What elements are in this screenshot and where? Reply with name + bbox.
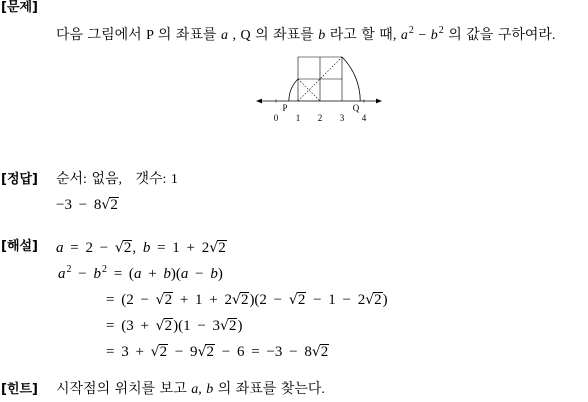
tick-label: 0 bbox=[273, 113, 279, 123]
math-text: )(2 − bbox=[249, 292, 289, 308]
square-root-expression bbox=[151, 344, 168, 360]
math-variable: b bbox=[142, 240, 151, 256]
radicand: 2 bbox=[374, 292, 382, 308]
math-variable: b bbox=[430, 28, 438, 43]
square-root-expression bbox=[365, 292, 382, 308]
radical-sign: √ bbox=[288, 292, 298, 308]
math-variable: b bbox=[93, 266, 101, 282]
radicand: 2 bbox=[228, 318, 237, 334]
radical-sign: √ bbox=[101, 197, 111, 213]
math-variable: a bbox=[58, 266, 66, 282]
radical-sign: √ bbox=[232, 292, 241, 308]
math-text: − 1 − 2 bbox=[306, 292, 366, 308]
math-text: )( bbox=[170, 266, 181, 282]
hint-text bbox=[56, 382, 325, 398]
point-p-label: P bbox=[282, 103, 288, 113]
radical-sign: √ bbox=[209, 240, 219, 256]
math-variable: a bbox=[221, 28, 229, 43]
radical-sign: √ bbox=[114, 240, 124, 256]
radical-sign: √ bbox=[155, 292, 165, 308]
radicand: 2 bbox=[320, 344, 329, 360]
math-text: − bbox=[71, 266, 94, 282]
answer-meta: 순서: 없음, 갯수: 1 bbox=[56, 172, 178, 187]
math-text: , bbox=[132, 240, 143, 256]
radical-sign: √ bbox=[150, 344, 160, 360]
solution-line bbox=[56, 240, 227, 256]
math-text: , bbox=[198, 382, 207, 397]
radicand: 2 bbox=[240, 292, 249, 308]
radicand: 2 bbox=[206, 344, 214, 360]
math-variable: b bbox=[206, 382, 214, 397]
math-variable: a bbox=[180, 266, 189, 282]
math-text: = (2 − bbox=[106, 292, 156, 308]
answer-tag: [정답] bbox=[1, 172, 38, 187]
hint-tag: [힌트] bbox=[1, 382, 38, 397]
radicand: 2 bbox=[218, 240, 226, 256]
math-text: 의 좌표를 찾는다. bbox=[213, 382, 325, 397]
math-text: 라고 할 때, bbox=[325, 28, 401, 43]
tick-label: 1 bbox=[295, 113, 301, 123]
axis-left-arrow bbox=[256, 99, 262, 104]
math-text: 다음 그림에서 P 의 좌표를 bbox=[56, 28, 222, 43]
arc-to-p bbox=[289, 79, 298, 101]
math-text: )(1 − 3 bbox=[173, 318, 221, 334]
math-variable: b bbox=[163, 266, 171, 282]
square-root-expression bbox=[101, 197, 118, 213]
math-variable: b bbox=[318, 28, 326, 43]
answer-value bbox=[56, 197, 119, 213]
point-q-label: Q bbox=[352, 103, 360, 113]
axis-right-arrow bbox=[376, 99, 382, 104]
problem-tag: [문제] bbox=[1, 0, 38, 15]
tick-label: 4 bbox=[361, 113, 367, 123]
solution-line bbox=[58, 266, 223, 284]
math-text: = 3 + bbox=[106, 344, 151, 360]
solution-tag: [해설] bbox=[1, 239, 38, 254]
square-root-expression bbox=[220, 318, 237, 334]
math-text: − bbox=[188, 266, 211, 282]
math-variable: b bbox=[210, 266, 218, 282]
problem-statement bbox=[56, 25, 556, 45]
solution-line bbox=[106, 344, 329, 360]
radicand: 2 bbox=[159, 344, 168, 360]
math-variable: a bbox=[191, 382, 199, 397]
solution-line bbox=[106, 292, 388, 308]
math-text: = 1 + 2 bbox=[150, 240, 210, 256]
arc-to-q bbox=[342, 57, 360, 101]
square-root-expression bbox=[289, 292, 306, 308]
math-text: = ( bbox=[106, 266, 134, 282]
number-line-figure bbox=[252, 48, 388, 128]
math-variable: a bbox=[400, 28, 408, 43]
math-text: , Q 의 좌표를 bbox=[228, 28, 319, 43]
math-variable: a bbox=[133, 266, 142, 282]
math-text: + bbox=[141, 266, 164, 282]
square-root-expression bbox=[198, 344, 215, 360]
square-root-expression bbox=[115, 240, 132, 256]
square-root-expression bbox=[232, 292, 249, 308]
square-root-expression bbox=[156, 292, 173, 308]
math-text: ) bbox=[382, 292, 388, 308]
radicand: 2 bbox=[297, 292, 306, 308]
radical-sign: √ bbox=[365, 292, 375, 308]
radical-sign: √ bbox=[311, 344, 321, 360]
math-text: − 6 = −3 − 8 bbox=[214, 344, 312, 360]
math-text: ) bbox=[237, 318, 243, 334]
math-text: 시작점의 위치를 보고 bbox=[56, 382, 192, 397]
math-exponent: 2 bbox=[438, 25, 444, 36]
math-text: − bbox=[413, 28, 431, 43]
radicand: 2 bbox=[123, 240, 132, 256]
math-exponent: 2 bbox=[66, 264, 72, 275]
tick-label: 2 bbox=[317, 113, 323, 123]
solution-line bbox=[106, 318, 242, 334]
radicand: 2 bbox=[164, 292, 173, 308]
math-exponent: 2 bbox=[408, 25, 414, 36]
square-root-expression bbox=[156, 318, 173, 334]
radical-sign: √ bbox=[220, 318, 229, 334]
radical-sign: √ bbox=[155, 318, 165, 334]
math-exponent: 2 bbox=[101, 264, 107, 275]
math-text: ) bbox=[217, 266, 223, 282]
tick-label: 3 bbox=[339, 113, 345, 123]
math-text: − 9 bbox=[168, 344, 198, 360]
math-variable: a bbox=[56, 240, 64, 256]
square-root-expression bbox=[209, 240, 226, 256]
math-text: = 2 − bbox=[63, 240, 115, 256]
math-text: 의 값을 구하여라. bbox=[443, 28, 556, 43]
math-text: −3 − 8 bbox=[56, 197, 102, 213]
radicand: 2 bbox=[164, 318, 173, 334]
radical-sign: √ bbox=[197, 344, 207, 360]
math-text: = (3 + bbox=[106, 318, 156, 334]
square-root-expression bbox=[312, 344, 329, 360]
radicand: 2 bbox=[110, 197, 118, 213]
math-text: + 1 + 2 bbox=[173, 292, 233, 308]
